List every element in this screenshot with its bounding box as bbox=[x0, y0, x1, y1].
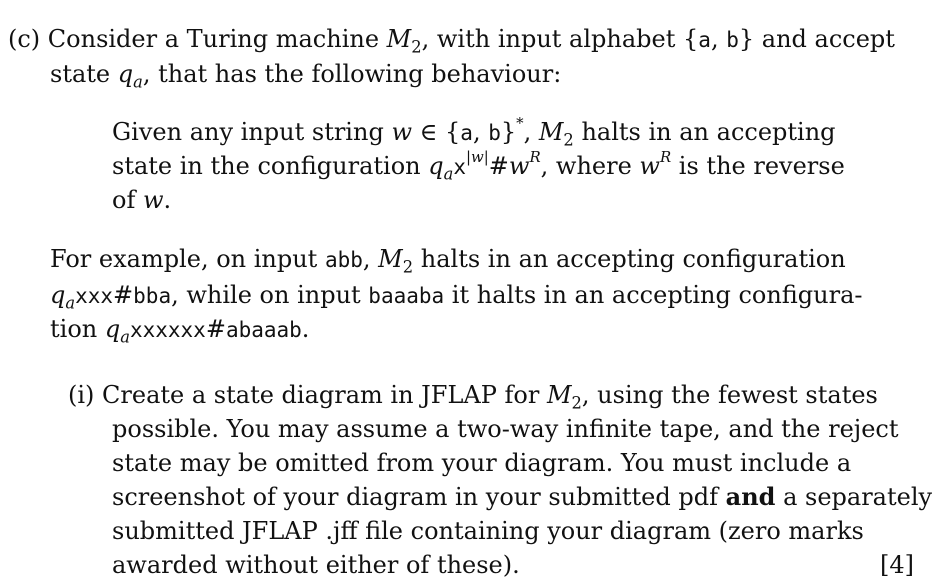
behaviour-line-1: Given any input string w ∈ {a, b}*, $M_2$ halts in an accepting bbox=[112, 114, 836, 150]
behaviour-line-2: state in the configuration $q_ax^{|w|}\#w^R$, where $w^R$ is the reverse bbox=[112, 148, 845, 184]
intro-line-1: (c) Consider a Turing machine $M_2$, with input alphabet {a, b} and accept bbox=[8, 25, 895, 57]
subpart-line-2: possible. You may assume a two-way infinite tape, and the reject bbox=[112, 415, 899, 443]
example-line-3: tion $q_axxxxxx\#abaaab$. bbox=[50, 315, 310, 347]
subpart-line-5: submitted JFLAP .jff file containing your diagram (zero marks bbox=[112, 517, 864, 545]
subpart-line-4-end: a separately bbox=[783, 483, 932, 511]
intro-line-2: state $q_a$, that has the following behaviour: bbox=[50, 60, 562, 92]
example-line-1: For example, on input abb, $M_2$ halts in an accepting configuration bbox=[50, 245, 846, 277]
marks-label: [4] bbox=[880, 551, 914, 579]
emphasis-and: and bbox=[725, 482, 776, 511]
subpart-line-3: state may be omitted from your diagram. You must include a bbox=[112, 449, 852, 477]
subpart-line-1: (i) Create a state diagram in JFLAP for $M_2$, using the fewest states bbox=[68, 381, 878, 413]
subpart-line-4-start: screenshot of your diagram in your submitted pdf bbox=[112, 483, 718, 511]
subpart-line-4 bbox=[112, 480, 932, 514]
example-line-2: $q_axxx\#bba$, while on input baaaba it halts in an accepting configura- bbox=[50, 281, 863, 313]
subpart-line-6: awarded without either of these). bbox=[112, 551, 520, 579]
behaviour-line-3: of w. bbox=[112, 186, 172, 214]
